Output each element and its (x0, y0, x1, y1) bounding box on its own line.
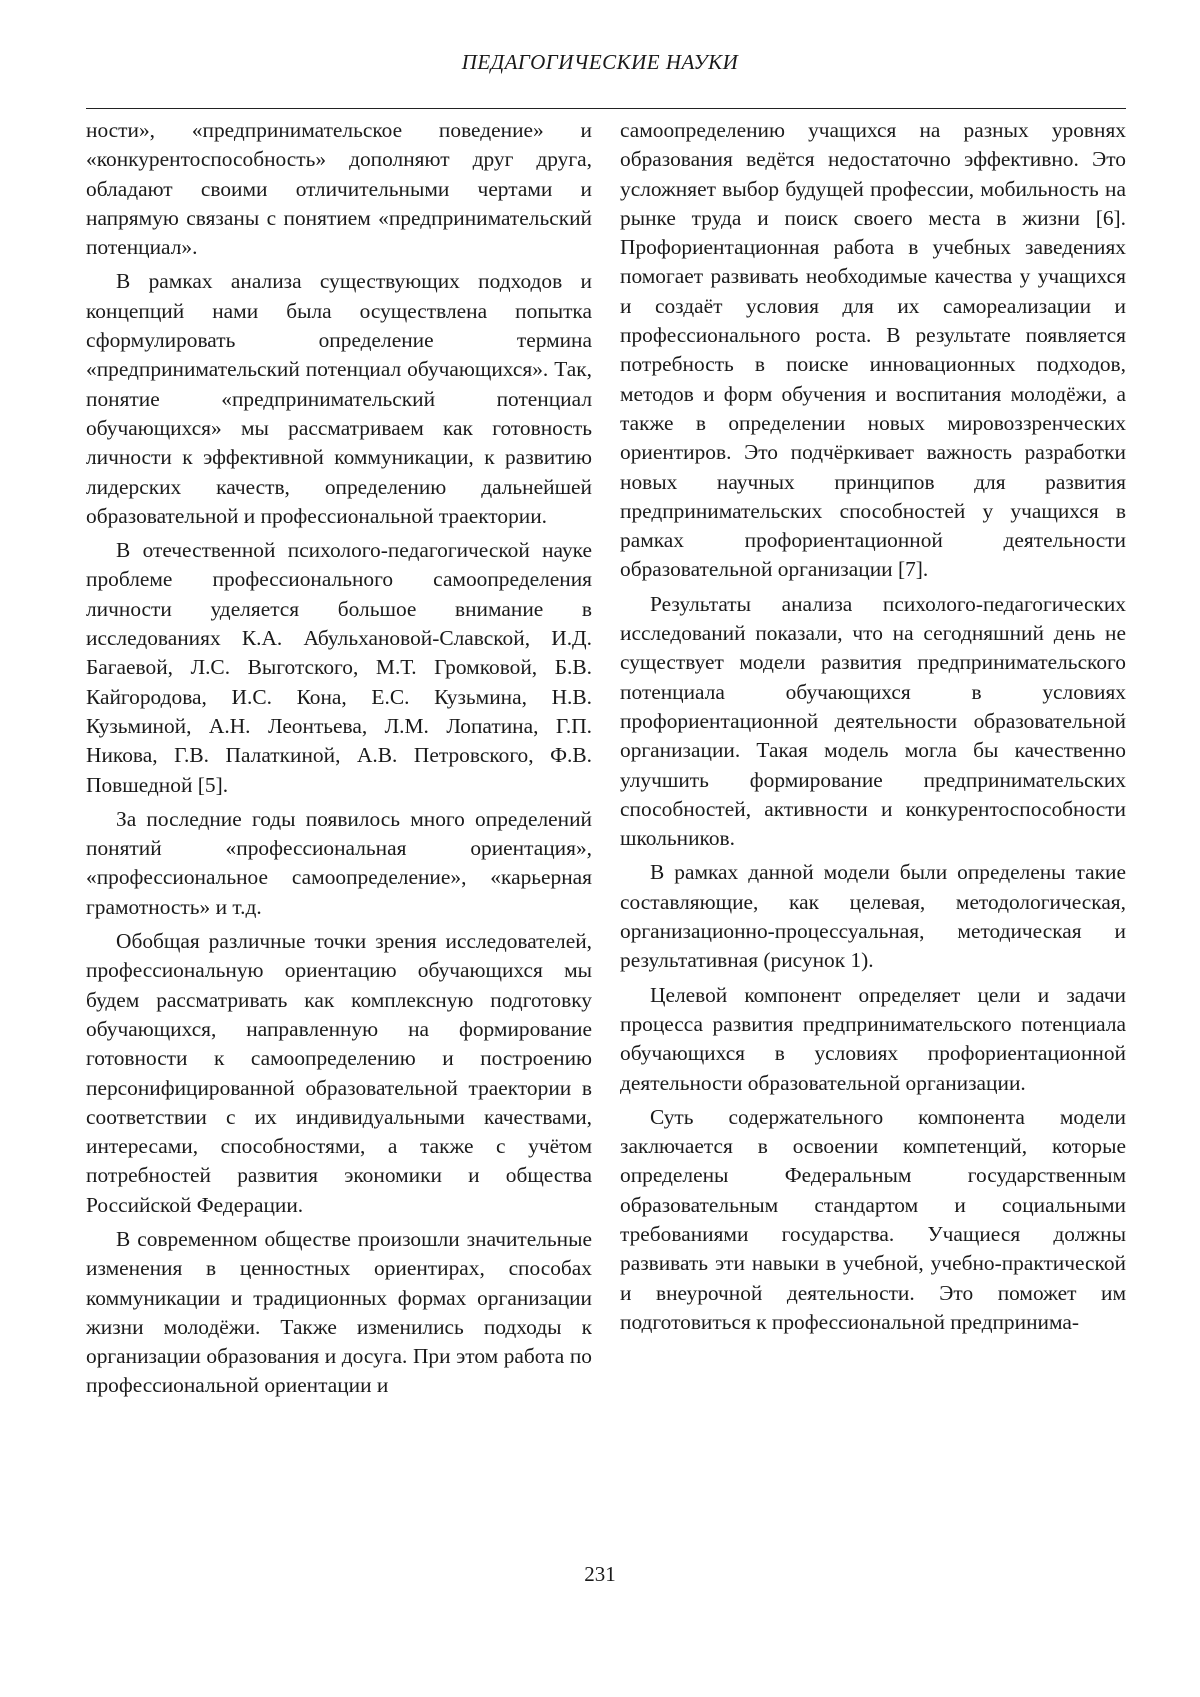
paragraph: Результаты анализа психолого-педагогических исследований показали, что на сегодняшний день не существует модели развития предпринимательского потенциала обучающихся в условиях профориентационной деятельности образовательной организации. Такая модель могла бы качественно улучшить формирование предпринимательских способностей, активности и конкурентоспособности школьников. (620, 591, 1126, 851)
paragraph: За последние годы появилось много определений понятий «профессиональная ориентация», «профессиональное самоопределение», «карьерная грамотность» и т.д. (86, 806, 592, 919)
paragraph: В современном обществе произошли значительные изменения в ценностных ориентирах, способах коммуникации и традиционных формах организации жизни молодёжи. Также изменились подходы к организации образования и досуга. При этом работа по профессиональной ориентации и (86, 1226, 592, 1398)
header-divider (86, 108, 1126, 109)
paragraph: В рамках анализа существующих подходов и концепций нами была осуществлена попытка сформулировать определение термина «предпринимательский потенциал обучающихся». Так, понятие «предпринимательский потенциал обучающихся» мы рассматриваем как готовность личности к эффективной коммуникации, к развитию лидерских качеств, определению дальнейшей образовательной и профессиональной траектории. (86, 269, 592, 528)
paragraph: ности», «предпринимательское поведение» и «конкурентоспособность» дополняют друг друга, обладают своими отличительными чертами и напрямую связаны с понятием «предпринимательский потенциал». (86, 118, 592, 260)
paragraph: Суть содержательного компонента модели заключается в освоении компетенций, которые определены Федеральным государственным образовательным стандартом и социальными требованиями государства. Учащиеся должны развивать эти навыки в учебной, учебно-практической и внеурочной деятельности. Это поможет им подготовиться к профессиональной предпринима- (620, 1104, 1126, 1334)
page-number: 231 (584, 1562, 616, 1586)
paragraph: Целевой компонент определяет цели и задачи процесса развития предпринимательского потенциала обучающихся в условиях профориентационной деятельности образовательной организации. (620, 982, 1126, 1095)
right-column (620, 116, 1126, 1566)
paragraph: В отечественной психолого-педагогической науке проблеме профессионального самоопределения личности уделяется большое внимание в исследованиях К.А. Абульхановой-Славской, И.Д. Багаевой, Л.С. Выготского, М.Т. Громковой, Б.В. Кайгородова, И.С. Кона, Е.С. Кузьминa, Н.В. Кузьминой, А.Н. Леонтьева, Л.М. Лопатина, Г.П. Никова, Г.В. Палаткиной, А.В. Петровского, Ф.В. Повшедной [5]. (86, 538, 592, 797)
left-column (86, 116, 592, 1566)
paragraph: самоопределению учащихся на разных уровнях образования ведётся недостаточно эффективно. Это усложняет выбор будущей профессии, мобильность на рынке труда и поиск своего места в жизни [6]. Профориентационная работа в учебных заведениях помогает развивать необходимые качества у учащихся и создаёт условия для их самореализации и профессионального роста. В результате появляется потребность в поиске инновационных подходов, методов и форм обучения и воспитания молодёжи, а также в определении новых мировоззренческих ориентиров. Это подчёркивает важность разработки новых научных принципов для развития предпринимательских способностей у учащихся в рамках профориентационной деятельности образовательной организации [7]. (620, 118, 1126, 582)
paragraph: Обобщая различные точки зрения исследователей, профессиональную ориентацию обучающихся мы будем рассматривать как комплексную подготовку обучающихся, направленную на формирование готовности к самоопределению и построению персонифицированной образовательной траектории в соответствии с их индивидуальными качествами, интересами, способностями, а также с учётом потребностей развития экономики и общества Российской Федерации. (86, 929, 592, 1217)
running-title: ПЕДАГОГИЧЕСКИЕ НАУКИ (461, 50, 739, 74)
paragraph: В рамках данной модели были определены такие составляющие, как целевая, методологическая, организационно-процессуальная, методическая и результативная (рисунок 1). (620, 860, 1126, 973)
